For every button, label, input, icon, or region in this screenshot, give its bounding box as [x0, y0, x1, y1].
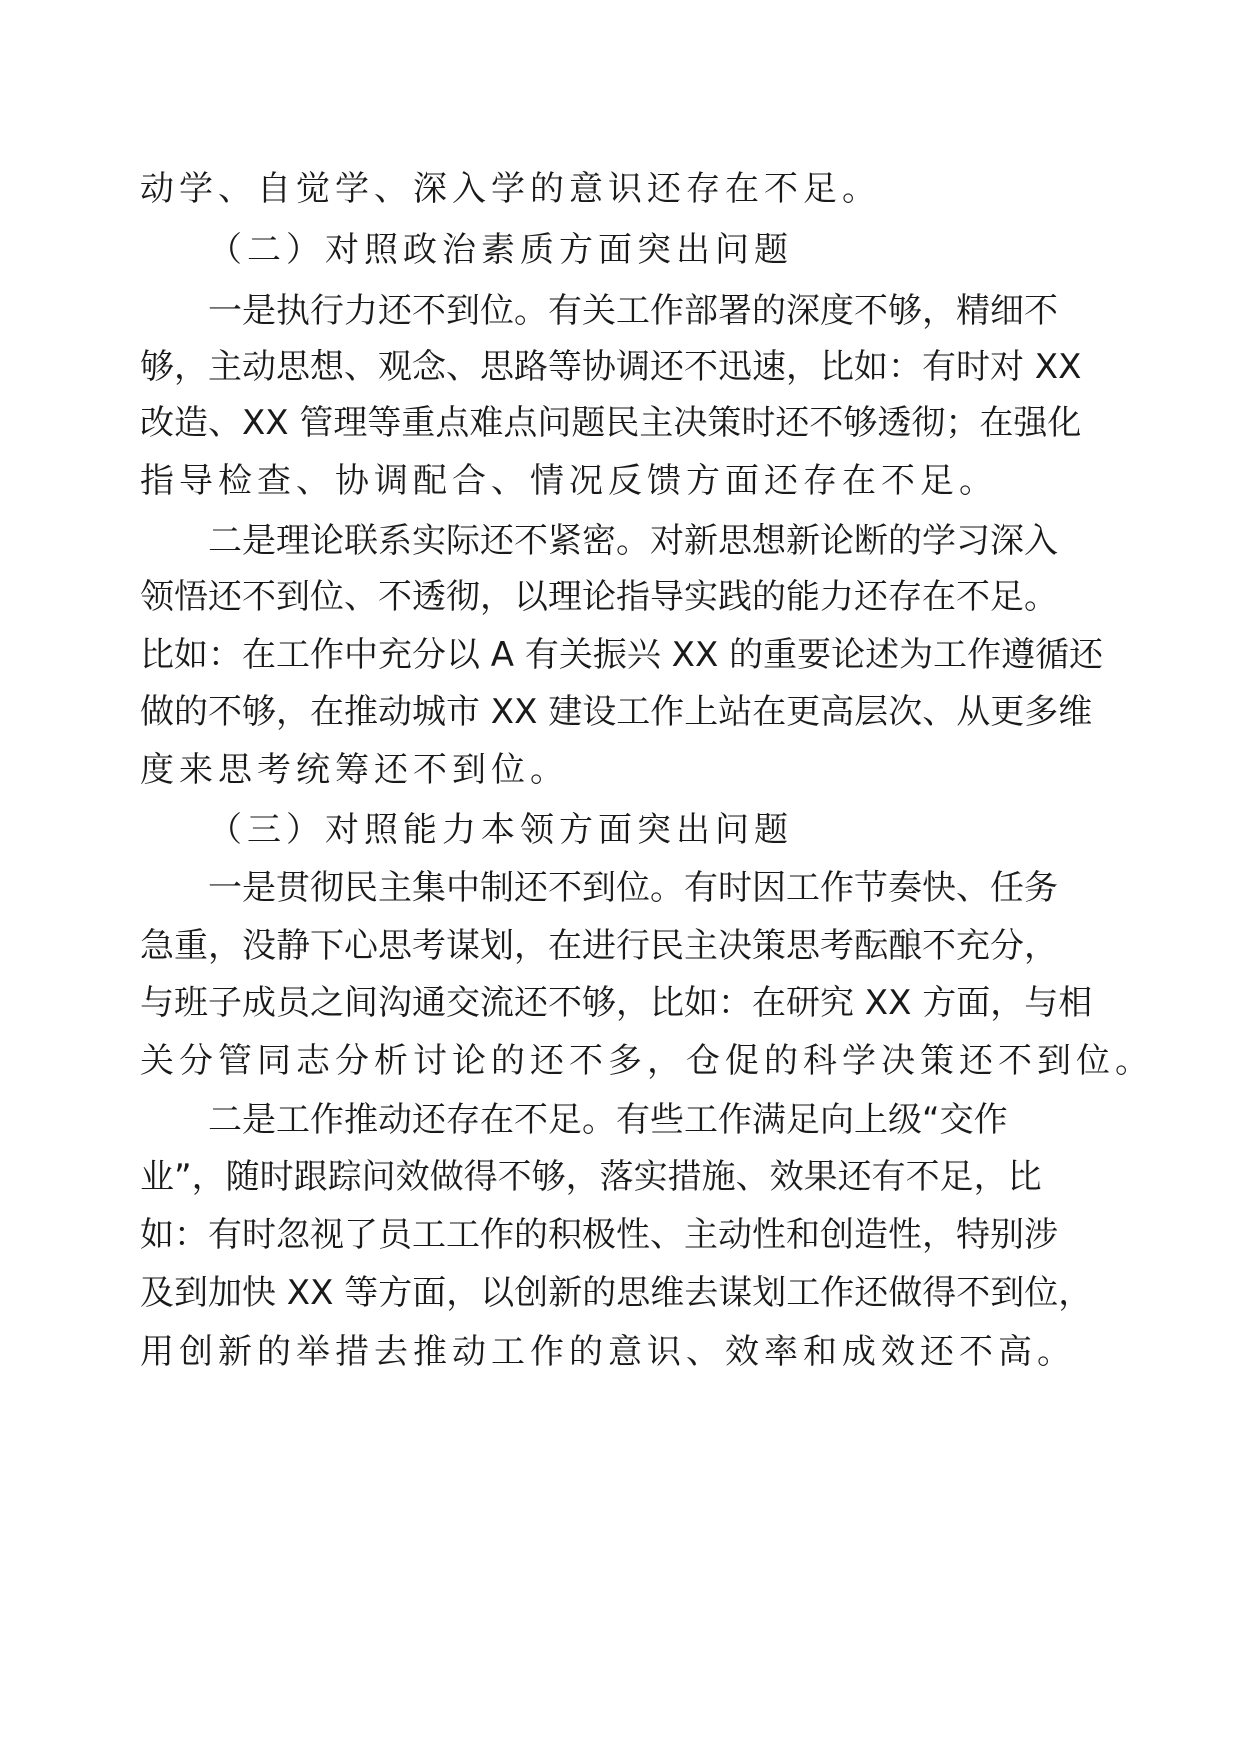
paragraph-line: 急重，没静下心思考谋划，在进行民主决策思考酝酿不充分，	[140, 926, 1058, 966]
paragraph-line: 一是贯彻民主集中制还不到位。有时因工作节奏快、任务	[208, 868, 1058, 908]
paragraph-line: 二是理论联系实际还不紧密。对新思想新论断的学习深入	[208, 521, 1058, 561]
paragraph-line: 做的不够，在推动城市 XX 建设工作上站在更高层次、从更多维	[140, 692, 1093, 732]
paragraph-line: 及到加快 XX 等方面，以创新的思维去谋划工作还做得不到位，	[140, 1273, 1093, 1313]
paragraph-line: 与班子成员之间沟通交流还不够，比如：在研究 XX 方面，与相	[140, 983, 1093, 1023]
paragraph-continuation-line: 动学、自觉学、深入学的意识还存在不足。	[140, 169, 881, 209]
section-heading-ability: （三）对照能力本领方面突出问题	[208, 810, 793, 850]
section-heading-political-quality: （二）对照政治素质方面突出问题	[208, 230, 793, 270]
paragraph-line: 一是执行力还不到位。有关工作部署的深度不够，精细不	[208, 291, 1058, 331]
paragraph-line: 业”，随时跟踪问效做得不够，落实措施、效果还有不足，比	[140, 1157, 1042, 1197]
paragraph-line: 指导检查、协调配合、情况反馈方面还存在不足。	[140, 461, 998, 501]
paragraph-line: 如：有时忽视了员工工作的积极性、主动性和创造性，特别涉	[140, 1215, 1058, 1255]
paragraph-line: 用创新的举措去推动工作的意识、效率和成效还不高。	[140, 1332, 1076, 1372]
paragraph-line: 二是工作推动还存在不足。有些工作满足向上级“交作	[208, 1100, 1008, 1140]
paragraph-line: 改造、XX 管理等重点难点问题民主决策时还不够透彻；在强化	[140, 403, 1082, 443]
paragraph-line: 领悟还不到位、不透彻，以理论指导实践的能力还存在不足。	[140, 577, 1058, 617]
paragraph-line: 比如：在工作中充分以 A 有关振兴 XX 的重要论述为工作遵循还	[140, 635, 1104, 675]
paragraph-line: 关分管同志分析讨论的还不多，仓促的科学决策还不到位。	[140, 1041, 1154, 1081]
paragraph-line: 够，主动思想、观念、思路等协调还不迅速，比如：有时对 XX	[140, 347, 1082, 387]
paragraph-line: 度来思考统筹还不到位。	[140, 750, 569, 790]
